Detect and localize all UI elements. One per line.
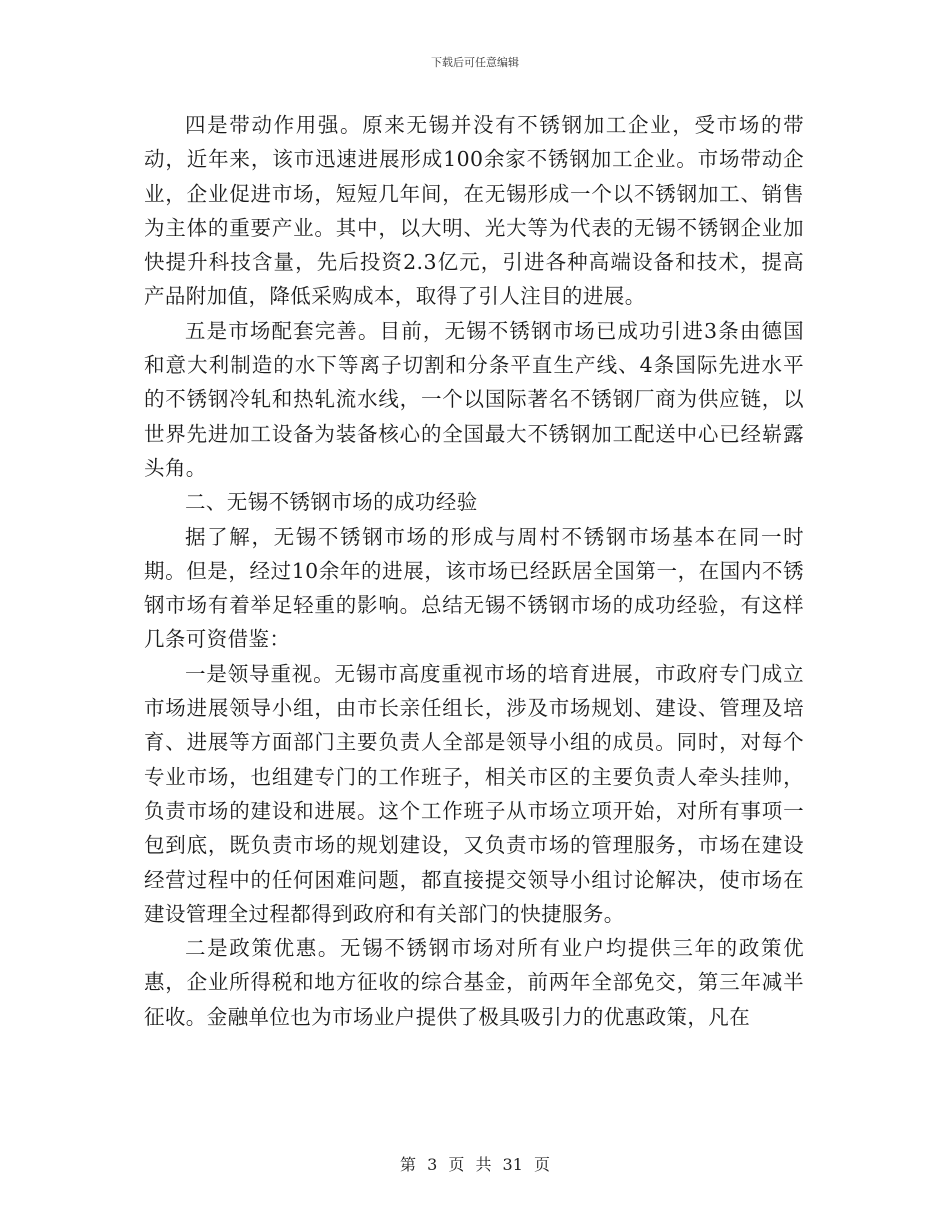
page-header-note: 下载后可任意编辑 (431, 56, 519, 69)
page-number-footer: 第 3 页 共 31 页 (400, 1155, 550, 1174)
document-body (144, 108, 804, 1034)
paragraph-intro: 据了解，无锡不锈钢市场的形成与周村不锈钢市场基本在同一时期。但是，经过10余年的进展，该市场已经跃居全国第一，在国内不锈钢市场有着举足轻重的影响。总结无锡不锈钢市场的成功经验，有这样几条可资借鉴： (144, 524, 804, 652)
section-heading: 二、无锡不锈钢市场的成功经验 (185, 490, 478, 515)
paragraph-fifth-point: 五是市场配套完善。目前，无锡不锈钢市场已成功引进3条由德国和意大利制造的水下等离子切割和分条平直生产线、4条国际先进水平的不锈钢冷轧和热轧流水线，一个以国际著名不锈钢厂商为供应链，以世界先进加工设备为装备核心的全国最大不锈钢加工配送中心已经崭露头角。 (144, 318, 804, 480)
paragraph-second-point: 二是政策优惠。无锡不锈钢市场对所有业户均提供三年的政策优惠，企业所得税和地方征收的综合基金，前两年全部免交，第三年减半征收。金融单位也为市场业户提供了极具吸引力的优惠政策，凡在 (144, 936, 804, 1029)
paragraph-first-point: 一是领导重视。无锡市高度重视市场的培育进展，市政府专门成立市场进展领导小组，由市长亲任组长，涉及市场规划、建设、管理及培育、进展等方面部门主要负责人全部是领导小组的成员。同时，对每个专业市场，也组建专门的工作班子，相关市区的主要负责人牵头挂帅，负责市场的建设和进展。这个工作班子从市场立项开始，对所有事项一包到底，既负责市场的规划建设，又负责市场的管理服务，市场在建设经营过程中的任何困难问题，都直接提交领导小组讨论解决，使市场在建设管理全过程都得到政府和有关部门的快捷服务。 (144, 661, 804, 926)
paragraph-fourth-point: 四是带动作用强。原来无锡并没有不锈钢加工企业，受市场的带动，近年来，该市迅速进展形成100余家不锈钢加工企业。市场带动企业，企业促进市场，短短几年间，在无锡形成一个以不锈钢加工、销售为主体的重要产业。其中，以大明、光大等为代表的无锡不锈钢企业加快提升科技含量，先后投资2.3亿元，引进各种高端设备和技术，提高产品附加值，降低采购成本，取得了引人注目的进展。 (144, 113, 804, 309)
